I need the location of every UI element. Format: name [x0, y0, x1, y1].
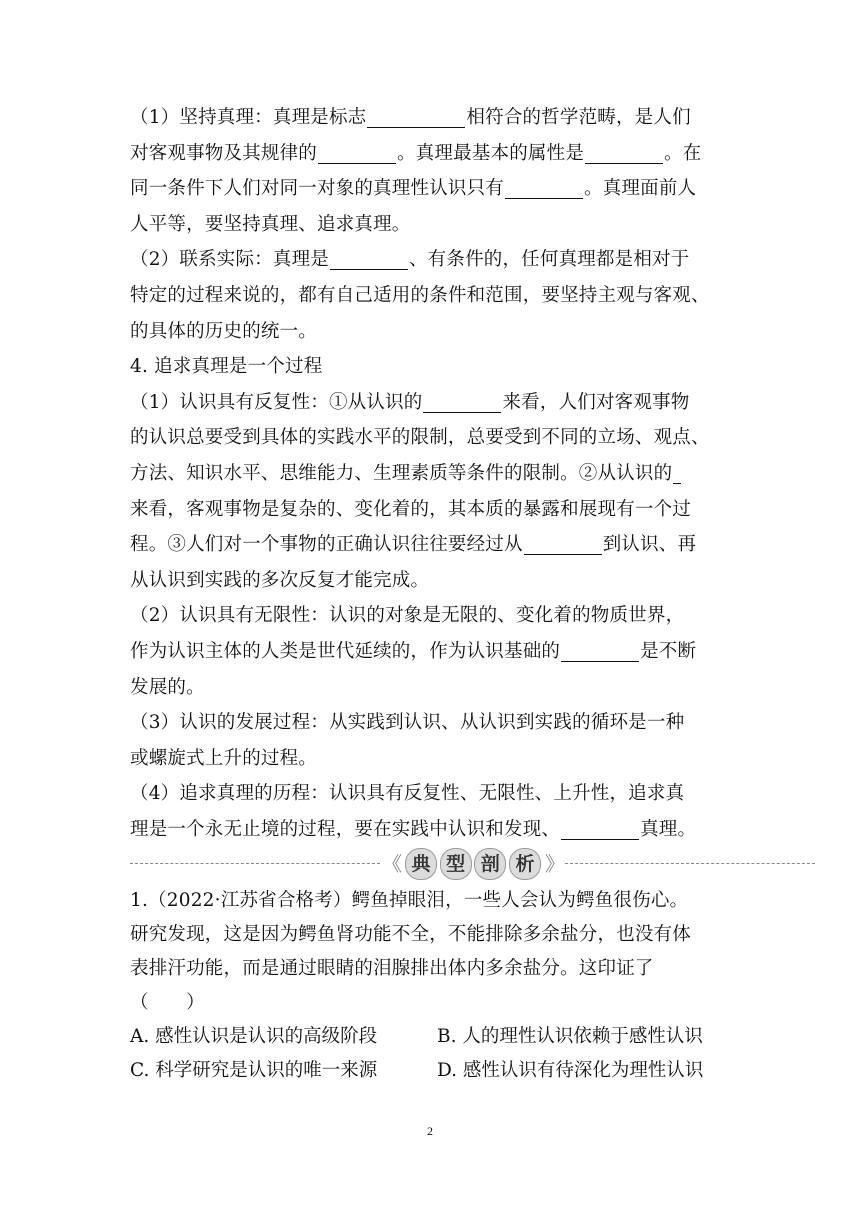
text-run: （4）追求真理的历程：认识具有反复性、无限性、上升性，追求真	[130, 783, 685, 805]
banner-char: 析	[509, 848, 541, 880]
text-run: 相符合的哲学范畴，是人们	[466, 107, 691, 128]
text-run: 的具体的历史的统一。	[130, 320, 318, 342]
page-number: 2	[427, 1124, 433, 1138]
banner-char: 剖	[474, 848, 506, 880]
options-row	[130, 1054, 730, 1088]
text-line	[130, 492, 730, 528]
dashed-divider	[565, 863, 815, 864]
document-body	[130, 100, 730, 847]
fill-blank	[330, 247, 408, 270]
text-line	[130, 670, 730, 706]
text-line	[130, 741, 730, 777]
text-line	[130, 100, 730, 136]
text-run: 程。③人们对一个事物的正确认识往往要经过从	[130, 534, 523, 556]
text-run: （1）认识具有反复性：①从认识的	[130, 391, 423, 413]
text-run: 真理。	[640, 818, 697, 840]
text-run: 方法、知识水平、思维能力、生理素质等条件的限制。②从认识的	[130, 462, 673, 484]
text-run: 发展的。	[130, 676, 205, 698]
text-run: 。在	[664, 142, 702, 164]
text-run: 特定的过程来说的，都有自己适用的条件和范围，要坚持主观与客观、	[130, 284, 710, 306]
text-run: 。真理最基本的属性是	[397, 142, 585, 164]
text-line	[130, 527, 730, 563]
left-arrow-icon: 《	[382, 852, 402, 876]
text-run: 从认识到实践的多次反复才能完成。	[130, 569, 430, 591]
question-stem-line: 研究发现，这是因为鳄鱼肾功能不全，不能排除多余盐分，也没有体	[130, 924, 692, 945]
text-line	[130, 776, 730, 812]
option-d: D. 感性认识有待深化为理性认识	[437, 1060, 704, 1081]
section-heading	[130, 349, 730, 385]
text-run: 来看，人们对客观事物	[502, 391, 690, 413]
text-run: 理是一个永无止境的过程，要在实践中认识和发现、	[130, 818, 561, 840]
option-c: C. 科学研究是认识的唯一来源	[130, 1060, 378, 1081]
text-run: 人平等，要坚持真理、追求真理。	[130, 213, 411, 235]
text-line	[130, 598, 730, 634]
text-line	[130, 278, 730, 314]
text-run: （2）联系实际：真理是	[130, 249, 329, 271]
text-line	[130, 812, 730, 848]
text-run: （2）认识具有无限性：认识的对象是无限的、变化着的物质世界，	[130, 605, 685, 627]
dashed-divider	[130, 863, 380, 864]
text-line	[130, 207, 730, 243]
section-banner	[130, 846, 815, 882]
text-line	[130, 136, 730, 172]
text-run: （3）认识的发展过程：从实践到认识、从认识到实践的循环是一种	[130, 712, 685, 734]
text-run: 作为认识主体的人类是世代延续的，作为认识基础的	[130, 640, 561, 662]
question-1	[130, 884, 730, 1088]
banner-title	[405, 848, 541, 880]
text-run: 到认识、再	[602, 534, 697, 556]
banner-char: 型	[440, 848, 472, 880]
question-stem-line: 1.（2022·江苏省合格考）鳄鱼掉眼泪，一些人会认为鳄鱼很伤心。	[130, 890, 689, 911]
right-arrow-icon: 》	[545, 852, 565, 876]
text-run: 。真理面前人	[584, 178, 697, 200]
fill-blank	[505, 176, 583, 199]
option-b: B. 人的理性认识依赖于感性认识	[437, 1026, 703, 1047]
text-run: 的认识总要受到具体的实践水平的限制，总要受到不同的立场、观点、	[130, 427, 710, 449]
text-line	[130, 242, 730, 278]
text-run: 、有条件的，任何真理都是相对于	[408, 249, 690, 271]
text-line	[130, 705, 730, 741]
text-line	[130, 634, 730, 670]
options-row	[130, 1020, 730, 1054]
fill-blank	[585, 141, 663, 164]
heading-text: 4. 追求真理是一个过程	[130, 356, 323, 378]
text-line	[130, 385, 730, 421]
text-run: 同一条件下人们对同一对象的真理性认识只有	[130, 178, 505, 200]
fill-blank	[318, 141, 396, 164]
fill-blank	[367, 105, 465, 128]
text-line	[130, 171, 730, 207]
text-line	[130, 314, 730, 350]
question-stem-line: 表排汗功能，而是通过眼睛的泪腺排出体内多余盐分。这印证了	[130, 958, 654, 979]
text-line	[130, 420, 730, 456]
fill-blank	[561, 639, 639, 662]
text-run: 或螺旋式上升的过程。	[130, 747, 318, 769]
fill-blank	[561, 817, 639, 840]
answer-bracket: （ ）	[130, 992, 205, 1013]
text-run: 是不断	[640, 640, 697, 662]
text-run: （1）坚持真理：真理是标志	[130, 107, 367, 128]
option-a: A. 感性认识是认识的高级阶段	[130, 1026, 378, 1047]
text-line	[130, 456, 730, 492]
text-run: 对客观事物及其规律的	[130, 142, 318, 164]
text-line	[130, 563, 730, 599]
banner-char: 典	[405, 848, 437, 880]
fill-blank	[524, 532, 602, 555]
fill-blank	[673, 461, 681, 484]
fill-blank	[423, 390, 501, 413]
text-run: 来看，客观事物是复杂的、变化着的，其本质的暴露和展现有一个过	[130, 498, 692, 520]
